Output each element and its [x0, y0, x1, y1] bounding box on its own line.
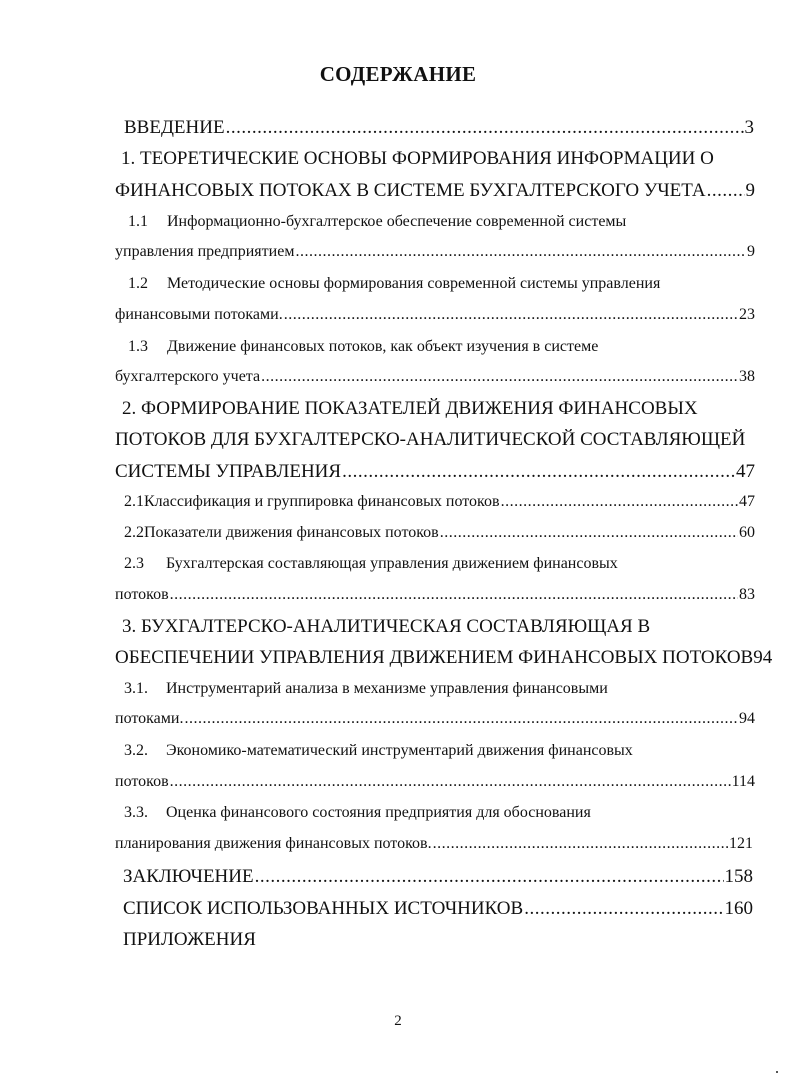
toc-chapter-1-line2 — [115, 180, 755, 208]
toc-entry-intro — [124, 117, 754, 145]
toc-section-3-3-line2 — [115, 835, 753, 863]
leader-dots — [295, 243, 746, 261]
toc-chapter-3-line1 — [122, 616, 762, 644]
scan-speck — [776, 1071, 778, 1073]
toc-section-1-3-line1 — [128, 338, 768, 366]
leader-dots — [433, 835, 728, 853]
leader-dots — [170, 586, 738, 604]
toc-text: 2. ФОРМИРОВАНИЕ ПОКАЗАТЕЛЕЙ ДВИЖЕНИЯ ФИНАНСОВЫХ — [122, 398, 698, 419]
toc-text: Бухгалтерская составляющая управления движением финансовых — [166, 555, 618, 572]
toc-text: потоков — [115, 773, 169, 790]
toc-text: 1. ТЕОРЕТИЧЕСКИЕ ОСНОВЫ ФОРМИРОВАНИЯ ИНФОРМАЦИИ О — [121, 148, 714, 169]
leader-dots — [440, 524, 738, 542]
toc-text: ВВЕДЕНИЕ — [124, 117, 225, 138]
toc-section-1-1-line1 — [128, 213, 768, 241]
toc-section-2-2 — [124, 524, 755, 552]
section-number: 3.1. — [124, 680, 148, 697]
toc-section-3-3-line1 — [124, 804, 764, 832]
toc-page: 9 — [747, 243, 755, 260]
toc-text: Движение финансовых потоков, как объект изучения в системе — [167, 338, 599, 355]
toc-text: бухгалтерского учета — [115, 368, 261, 385]
toc-text: СИСТЕМЫ УПРАВЛЕНИЯ — [115, 461, 342, 482]
toc-text: Оценка финансового состояния предприятия для обоснования — [166, 804, 591, 821]
toc-text: Инструментарий анализа в механизме управления финансовыми — [166, 680, 608, 697]
toc-text: Экономико-математический инструментарий движения финансовых — [166, 742, 633, 759]
toc-section-3-2-line1 — [124, 742, 764, 770]
leader-dots — [184, 710, 738, 728]
section-number: 1.1 — [128, 213, 148, 230]
toc-entry-appendix — [123, 929, 753, 957]
toc-page: 60 — [739, 524, 755, 541]
toc-text: потоками. — [115, 710, 184, 727]
toc-section-1-2-line2 — [115, 306, 755, 334]
toc-page: 9 — [745, 180, 755, 201]
toc-text: Классификация и группировка финансовых потоков — [144, 493, 500, 510]
section-number: 2.3 — [124, 555, 144, 572]
toc-section-1-1-line2 — [115, 243, 755, 271]
toc-chapter-1-line1 — [121, 148, 761, 176]
toc-page: 94 — [739, 710, 755, 727]
toc-text: ПОТОКОВ ДЛЯ БУХГАЛТЕРСКО-АНАЛИТИЧЕСКОЙ СОСТАВЛЯЮЩЕЙ — [115, 429, 746, 450]
toc-page: 47 — [739, 493, 755, 510]
toc-chapter-2-line1 — [122, 398, 762, 426]
toc-section-1-2-line1 — [128, 275, 768, 303]
section-number: 1.3 — [128, 338, 148, 355]
leader-dots — [261, 368, 738, 386]
toc-section-3-1-line1 — [124, 680, 764, 708]
toc-chapter-2-line3 — [115, 461, 755, 489]
toc-page: 160 — [724, 898, 753, 919]
toc-section-1-3-line2 — [115, 368, 755, 396]
toc-page: 121 — [729, 835, 753, 852]
toc-entry-conclusion — [123, 866, 753, 894]
section-number: 3.3. — [124, 804, 148, 821]
toc-text: Показатели движения финансовых потоков — [144, 524, 439, 541]
leader-dots — [524, 898, 723, 920]
toc-section-3-2-line2 — [115, 773, 755, 801]
toc-page: 47 — [736, 461, 755, 482]
toc-entry-sources — [123, 898, 753, 926]
leader-dots — [707, 180, 745, 202]
toc-page: 23 — [739, 306, 755, 323]
toc-chapter-3-line2 — [115, 647, 790, 675]
toc-section-3-1-line2 — [115, 710, 755, 738]
section-number: 2.1 — [124, 493, 144, 510]
leader-dots — [342, 461, 735, 483]
toc-text: управления предприятием — [115, 243, 295, 260]
leader-dots — [170, 773, 731, 791]
toc-text: ЗАКЛЮЧЕНИЕ — [123, 866, 254, 887]
toc-page: 83 — [739, 586, 755, 603]
toc-text: Методические основы формирования современной системы управления — [167, 275, 661, 292]
toc-text: планирования движения финансовых потоков. — [115, 835, 432, 852]
toc-section-2-3-line1 — [124, 555, 764, 583]
leader-dots — [284, 306, 738, 324]
page-number: 2 — [394, 1013, 402, 1029]
toc-page: 114 — [731, 773, 755, 790]
toc-chapter-2-line2 — [115, 429, 775, 457]
toc-text: ПРИЛОЖЕНИЯ — [123, 929, 256, 950]
toc-section-2-1 — [124, 493, 755, 521]
leader-dots — [501, 493, 738, 511]
section-number: 2.2 — [124, 524, 144, 541]
toc-page: 38 — [739, 368, 755, 385]
page-title: СОДЕРЖАНИЕ — [319, 62, 477, 86]
toc-page: 158 — [724, 866, 753, 887]
toc-text: потоков — [115, 586, 169, 603]
toc-section-2-3-line2 — [115, 586, 755, 614]
leader-dots — [226, 117, 744, 139]
toc-text: Информационно-бухгалтерское обеспечение современной системы — [167, 213, 627, 230]
section-number: 1.2 — [128, 275, 148, 292]
toc-text: финансовыми потоками. — [115, 306, 283, 323]
toc-text: ОБЕСПЕЧЕНИИ УПРАВЛЕНИЯ ДВИЖЕНИЕМ ФИНАНСОВЫХ ПОТОКОВ94 — [115, 647, 773, 668]
section-number: 3.2. — [124, 742, 148, 759]
toc-text: ФИНАНСОВЫХ ПОТОКАХ В СИСТЕМЕ БУХГАЛТЕРСКОГО УЧЕТА — [115, 180, 706, 201]
toc-text: СПИСОК ИСПОЛЬЗОВАННЫХ ИСТОЧНИКОВ — [123, 898, 524, 919]
toc-page: 3 — [744, 117, 754, 138]
toc-text: 3. БУХГАЛТЕРСКО-АНАЛИТИЧЕСКАЯ СОСТАВЛЯЮЩАЯ В — [122, 616, 651, 637]
leader-dots — [255, 866, 724, 888]
